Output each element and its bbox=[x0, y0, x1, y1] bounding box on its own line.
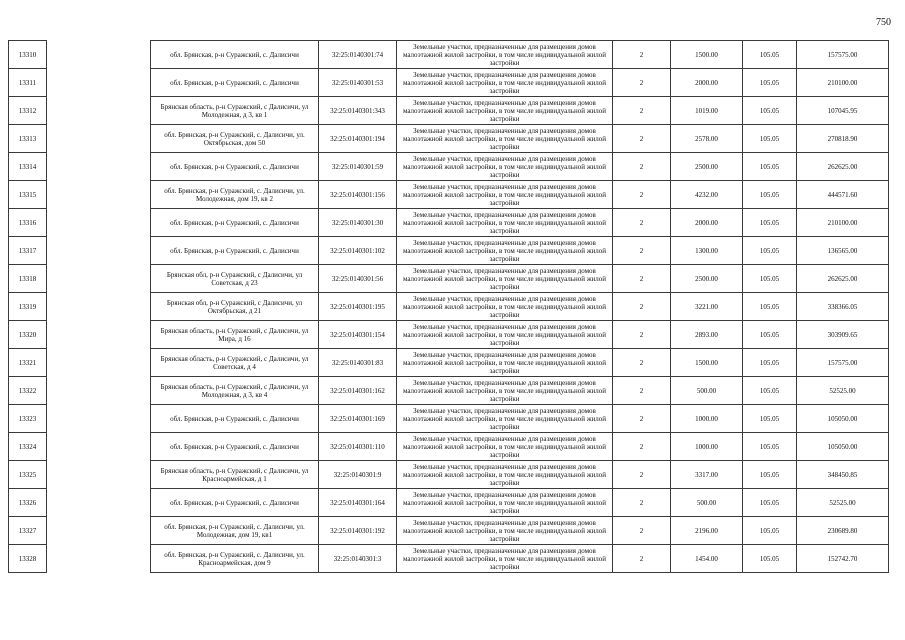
spacer-cell bbox=[47, 461, 151, 489]
row-number-cell: 13320 bbox=[9, 321, 47, 349]
cadastral-value-cell: 210100.00 bbox=[797, 209, 889, 237]
address-cell: обл. Брянская, р-н Суражский, с. Далисичи, ул. Молодежная, дом 19, кв1 bbox=[151, 517, 319, 545]
row-number-cell: 13324 bbox=[9, 433, 47, 461]
row-number-cell: 13325 bbox=[9, 461, 47, 489]
category-cell: 2 bbox=[613, 293, 671, 321]
row-number-cell: 13317 bbox=[9, 237, 47, 265]
table-row bbox=[9, 517, 889, 545]
address-cell: Брянская область, р-н Суражский, с Далисичи, ул Советская, д 4 bbox=[151, 349, 319, 377]
cadastral-number-cell: 32:25:0140301:169 bbox=[319, 405, 397, 433]
category-cell: 2 bbox=[613, 125, 671, 153]
cadastral-number-cell: 32:25:0140301:343 bbox=[319, 97, 397, 125]
cadastral-value-cell: 303909.65 bbox=[797, 321, 889, 349]
cadastral-number-cell: 32:25:0140301:194 bbox=[319, 125, 397, 153]
spacer-cell bbox=[47, 349, 151, 377]
land-use-cell: Земельные участки, предназначенные для размещения домов малоэтажной жилой застройки, в том числе индивидуальной жилой застройки bbox=[397, 321, 613, 349]
row-number-cell: 13323 bbox=[9, 405, 47, 433]
area-cell: 1019.00 bbox=[671, 97, 743, 125]
table-row bbox=[9, 209, 889, 237]
land-use-cell: Земельные участки, предназначенные для размещения домов малоэтажной жилой застройки, в том числе индивидуальной жилой застройки bbox=[397, 517, 613, 545]
address-cell: обл. Брянская, р-н Суражский, с. Далисичи bbox=[151, 405, 319, 433]
row-number-cell: 13315 bbox=[9, 181, 47, 209]
address-cell: обл. Брянская, р-н Суражский, с. Далисичи, ул. Октябрьская, дом 50 bbox=[151, 125, 319, 153]
cadastral-value-cell: 136565.00 bbox=[797, 237, 889, 265]
land-use-cell: Земельные участки, предназначенные для размещения домов малоэтажной жилой застройки, в том числе индивидуальной жилой застройки bbox=[397, 97, 613, 125]
row-number-cell: 13311 bbox=[9, 69, 47, 97]
land-use-cell: Земельные участки, предназначенные для размещения домов малоэтажной жилой застройки, в том числе индивидуальной жилой застройки bbox=[397, 153, 613, 181]
spacer-cell bbox=[47, 489, 151, 517]
category-cell: 2 bbox=[613, 321, 671, 349]
address-cell: Брянская область, р-н Суражский, с Далисичи, ул Красноармейская, д 1 bbox=[151, 461, 319, 489]
cadastral-value-cell: 210100.00 bbox=[797, 69, 889, 97]
spacer-cell bbox=[47, 181, 151, 209]
spacer-cell bbox=[47, 209, 151, 237]
land-use-cell: Земельные участки, предназначенные для размещения домов малоэтажной жилой застройки, в том числе индивидуальной жилой застройки bbox=[397, 349, 613, 377]
rate-cell: 105.05 bbox=[743, 433, 797, 461]
rate-cell: 105.05 bbox=[743, 97, 797, 125]
rate-cell: 105.05 bbox=[743, 349, 797, 377]
spacer-cell bbox=[47, 293, 151, 321]
cadastral-number-cell: 32:25:0140301:102 bbox=[319, 237, 397, 265]
rate-cell: 105.05 bbox=[743, 209, 797, 237]
cadastral-value-cell: 152742.70 bbox=[797, 545, 889, 573]
address-cell: обл. Брянская, р-н Суражский, с. Далисичи bbox=[151, 153, 319, 181]
table-row bbox=[9, 265, 889, 293]
cadastral-value-cell: 338366.05 bbox=[797, 293, 889, 321]
cadastral-number-cell: 32:25:0140301:154 bbox=[319, 321, 397, 349]
table-row bbox=[9, 97, 889, 125]
cadastral-value-cell: 270818.90 bbox=[797, 125, 889, 153]
rate-cell: 105.05 bbox=[743, 237, 797, 265]
category-cell: 2 bbox=[613, 69, 671, 97]
category-cell: 2 bbox=[613, 517, 671, 545]
table-row bbox=[9, 489, 889, 517]
rate-cell: 105.05 bbox=[743, 125, 797, 153]
address-cell: Брянская обл, р-н Суражский, с Далисичи, ул Советская, д 23 bbox=[151, 265, 319, 293]
address-cell: Брянская область, р-н Суражский, с Далисичи, ул Молодежная, д 3, кв 4 bbox=[151, 377, 319, 405]
cadastral-number-cell: 32:25:0140301:59 bbox=[319, 153, 397, 181]
area-cell: 500.00 bbox=[671, 489, 743, 517]
area-cell: 1000.00 bbox=[671, 405, 743, 433]
row-number-cell: 13322 bbox=[9, 377, 47, 405]
spacer-cell bbox=[47, 321, 151, 349]
rate-cell: 105.05 bbox=[743, 517, 797, 545]
land-use-cell: Земельные участки, предназначенные для размещения домов малоэтажной жилой застройки, в том числе индивидуальной жилой застройки bbox=[397, 125, 613, 153]
category-cell: 2 bbox=[613, 41, 671, 69]
category-cell: 2 bbox=[613, 209, 671, 237]
area-cell: 2893.00 bbox=[671, 321, 743, 349]
address-cell: обл. Брянская, р-н Суражский, с. Далисичи bbox=[151, 209, 319, 237]
area-cell: 2000.00 bbox=[671, 209, 743, 237]
cadastral-number-cell: 32:25:0140301:53 bbox=[319, 69, 397, 97]
cadastral-number-cell: 32:25:0140301:162 bbox=[319, 377, 397, 405]
area-cell: 1454.00 bbox=[671, 545, 743, 573]
table-row bbox=[9, 321, 889, 349]
rate-cell: 105.05 bbox=[743, 153, 797, 181]
category-cell: 2 bbox=[613, 405, 671, 433]
address-cell: Брянская обл, р-н Суражский, с Далисичи, ул Октябрьская, д 21 bbox=[151, 293, 319, 321]
row-number-cell: 13327 bbox=[9, 517, 47, 545]
spacer-cell bbox=[47, 41, 151, 69]
area-cell: 3317.00 bbox=[671, 461, 743, 489]
row-number-cell: 13312 bbox=[9, 97, 47, 125]
category-cell: 2 bbox=[613, 237, 671, 265]
cadastral-value-cell: 262625.00 bbox=[797, 153, 889, 181]
area-cell: 3221.00 bbox=[671, 293, 743, 321]
area-cell: 1500.00 bbox=[671, 41, 743, 69]
cadastral-value-cell: 107045.95 bbox=[797, 97, 889, 125]
category-cell: 2 bbox=[613, 433, 671, 461]
land-use-cell: Земельные участки, предназначенные для размещения домов малоэтажной жилой застройки, в том числе индивидуальной жилой застройки bbox=[397, 433, 613, 461]
land-use-cell: Земельные участки, предназначенные для размещения домов малоэтажной жилой застройки, в том числе индивидуальной жилой застройки bbox=[397, 461, 613, 489]
rate-cell: 105.05 bbox=[743, 545, 797, 573]
area-cell: 2196.00 bbox=[671, 517, 743, 545]
cadastral-number-cell: 32:25:0140301:164 bbox=[319, 489, 397, 517]
rate-cell: 105.05 bbox=[743, 181, 797, 209]
table-row bbox=[9, 153, 889, 181]
land-use-cell: Земельные участки, предназначенные для размещения домов малоэтажной жилой застройки, в том числе индивидуальной жилой застройки bbox=[397, 181, 613, 209]
land-use-cell: Земельные участки, предназначенные для размещения домов малоэтажной жилой застройки, в том числе индивидуальной жилой застройки bbox=[397, 69, 613, 97]
spacer-cell bbox=[47, 97, 151, 125]
cadastral-number-cell: 32:25:0140301:30 bbox=[319, 209, 397, 237]
category-cell: 2 bbox=[613, 545, 671, 573]
spacer-cell bbox=[47, 153, 151, 181]
row-number-cell: 13316 bbox=[9, 209, 47, 237]
rate-cell: 105.05 bbox=[743, 377, 797, 405]
land-use-cell: Земельные участки, предназначенные для размещения домов малоэтажной жилой застройки, в том числе индивидуальной жилой застройки bbox=[397, 545, 613, 573]
address-cell: обл. Брянская, р-н Суражский, с. Далисичи bbox=[151, 433, 319, 461]
spacer-cell bbox=[47, 69, 151, 97]
cadastral-number-cell: 32:25:0140301:156 bbox=[319, 181, 397, 209]
category-cell: 2 bbox=[613, 349, 671, 377]
cadastral-value-cell: 157575.00 bbox=[797, 349, 889, 377]
table-row bbox=[9, 433, 889, 461]
table-row bbox=[9, 125, 889, 153]
land-use-cell: Земельные участки, предназначенные для размещения домов малоэтажной жилой застройки, в том числе индивидуальной жилой застройки bbox=[397, 293, 613, 321]
address-cell: Брянская область, р-н Суражский, с Далисичи, ул Молодежная, д 3, кв 1 bbox=[151, 97, 319, 125]
spacer-cell bbox=[47, 237, 151, 265]
category-cell: 2 bbox=[613, 181, 671, 209]
cadastral-number-cell: 32:25:0140301:3 bbox=[319, 545, 397, 573]
category-cell: 2 bbox=[613, 489, 671, 517]
cadastral-value-cell: 444571.60 bbox=[797, 181, 889, 209]
land-use-cell: Земельные участки, предназначенные для размещения домов малоэтажной жилой застройки, в том числе индивидуальной жилой застройки bbox=[397, 405, 613, 433]
cadastral-value-cell: 105050.00 bbox=[797, 405, 889, 433]
area-cell: 2500.00 bbox=[671, 153, 743, 181]
row-number-cell: 13328 bbox=[9, 545, 47, 573]
address-cell: обл. Брянская, р-н Суражский, с. Далисичи bbox=[151, 69, 319, 97]
cadastral-value-cell: 52525.00 bbox=[797, 489, 889, 517]
cadastral-number-cell: 32:25:0140301:192 bbox=[319, 517, 397, 545]
table-row bbox=[9, 461, 889, 489]
table-body bbox=[9, 41, 889, 573]
row-number-cell: 13313 bbox=[9, 125, 47, 153]
area-cell: 500.00 bbox=[671, 377, 743, 405]
cadastral-number-cell: 32:25:0140301:110 bbox=[319, 433, 397, 461]
cadastral-value-cell: 262625.00 bbox=[797, 265, 889, 293]
table-row bbox=[9, 293, 889, 321]
land-registry-table bbox=[8, 40, 889, 573]
table-row bbox=[9, 377, 889, 405]
table-row bbox=[9, 545, 889, 573]
area-cell: 2500.00 bbox=[671, 265, 743, 293]
table-row bbox=[9, 69, 889, 97]
category-cell: 2 bbox=[613, 97, 671, 125]
land-use-cell: Земельные участки, предназначенные для размещения домов малоэтажной жилой застройки, в том числе индивидуальной жилой застройки bbox=[397, 237, 613, 265]
address-cell: обл. Брянская, р-н Суражский, с. Далисичи, ул. Молодежная, дом 19, кв 2 bbox=[151, 181, 319, 209]
address-cell: обл. Брянская, р-н Суражский, с. Далисичи, ул. Красноармейская, дом 9 bbox=[151, 545, 319, 573]
area-cell: 1300.00 bbox=[671, 237, 743, 265]
row-number-cell: 13321 bbox=[9, 349, 47, 377]
area-cell: 1000.00 bbox=[671, 433, 743, 461]
land-use-cell: Земельные участки, предназначенные для размещения домов малоэтажной жилой застройки, в том числе индивидуальной жилой застройки bbox=[397, 209, 613, 237]
cadastral-number-cell: 32:25:0140301:56 bbox=[319, 265, 397, 293]
spacer-cell bbox=[47, 125, 151, 153]
row-number-cell: 13318 bbox=[9, 265, 47, 293]
area-cell: 1500.00 bbox=[671, 349, 743, 377]
address-cell: обл. Брянская, р-н Суражский, с. Далисичи bbox=[151, 489, 319, 517]
category-cell: 2 bbox=[613, 265, 671, 293]
table-row bbox=[9, 405, 889, 433]
cadastral-number-cell: 32:25:0140301:195 bbox=[319, 293, 397, 321]
spacer-cell bbox=[47, 433, 151, 461]
page-number: 750 bbox=[876, 17, 891, 28]
cadastral-number-cell: 32:25:0140301:9 bbox=[319, 461, 397, 489]
table-row bbox=[9, 237, 889, 265]
address-cell: обл. Брянская, р-н Суражский, с. Далисичи bbox=[151, 237, 319, 265]
rate-cell: 105.05 bbox=[743, 461, 797, 489]
spacer-cell bbox=[47, 265, 151, 293]
spacer-cell bbox=[47, 545, 151, 573]
cadastral-value-cell: 157575.00 bbox=[797, 41, 889, 69]
area-cell: 4232.00 bbox=[671, 181, 743, 209]
cadastral-value-cell: 348450.85 bbox=[797, 461, 889, 489]
spacer-cell bbox=[47, 377, 151, 405]
row-number-cell: 13326 bbox=[9, 489, 47, 517]
cadastral-value-cell: 52525.00 bbox=[797, 377, 889, 405]
row-number-cell: 13314 bbox=[9, 153, 47, 181]
rate-cell: 105.05 bbox=[743, 293, 797, 321]
table-row bbox=[9, 181, 889, 209]
rate-cell: 105.05 bbox=[743, 41, 797, 69]
row-number-cell: 13319 bbox=[9, 293, 47, 321]
rate-cell: 105.05 bbox=[743, 69, 797, 97]
address-cell: обл. Брянская, р-н Суражский, с. Далисичи bbox=[151, 41, 319, 69]
cadastral-value-cell: 230689.80 bbox=[797, 517, 889, 545]
area-cell: 2578.00 bbox=[671, 125, 743, 153]
land-use-cell: Земельные участки, предназначенные для размещения домов малоэтажной жилой застройки, в том числе индивидуальной жилой застройки bbox=[397, 265, 613, 293]
land-use-cell: Земельные участки, предназначенные для размещения домов малоэтажной жилой застройки, в том числе индивидуальной жилой застройки bbox=[397, 377, 613, 405]
cadastral-value-cell: 105050.00 bbox=[797, 433, 889, 461]
cadastral-number-cell: 32:25:0140301:83 bbox=[319, 349, 397, 377]
cadastral-number-cell: 32:25:0140301:74 bbox=[319, 41, 397, 69]
rate-cell: 105.05 bbox=[743, 489, 797, 517]
land-use-cell: Земельные участки, предназначенные для размещения домов малоэтажной жилой застройки, в том числе индивидуальной жилой застройки bbox=[397, 489, 613, 517]
land-use-cell: Земельные участки, предназначенные для размещения домов малоэтажной жилой застройки, в том числе индивидуальной жилой застройки bbox=[397, 41, 613, 69]
area-cell: 2000.00 bbox=[671, 69, 743, 97]
rate-cell: 105.05 bbox=[743, 265, 797, 293]
spacer-cell bbox=[47, 517, 151, 545]
table-row bbox=[9, 349, 889, 377]
table-row bbox=[9, 41, 889, 69]
address-cell: Брянская область, р-н Суражский, с Далисичи, ул Мира, д 16 bbox=[151, 321, 319, 349]
spacer-cell bbox=[47, 405, 151, 433]
category-cell: 2 bbox=[613, 153, 671, 181]
rate-cell: 105.05 bbox=[743, 405, 797, 433]
category-cell: 2 bbox=[613, 461, 671, 489]
rate-cell: 105.05 bbox=[743, 321, 797, 349]
row-number-cell: 13310 bbox=[9, 41, 47, 69]
category-cell: 2 bbox=[613, 377, 671, 405]
